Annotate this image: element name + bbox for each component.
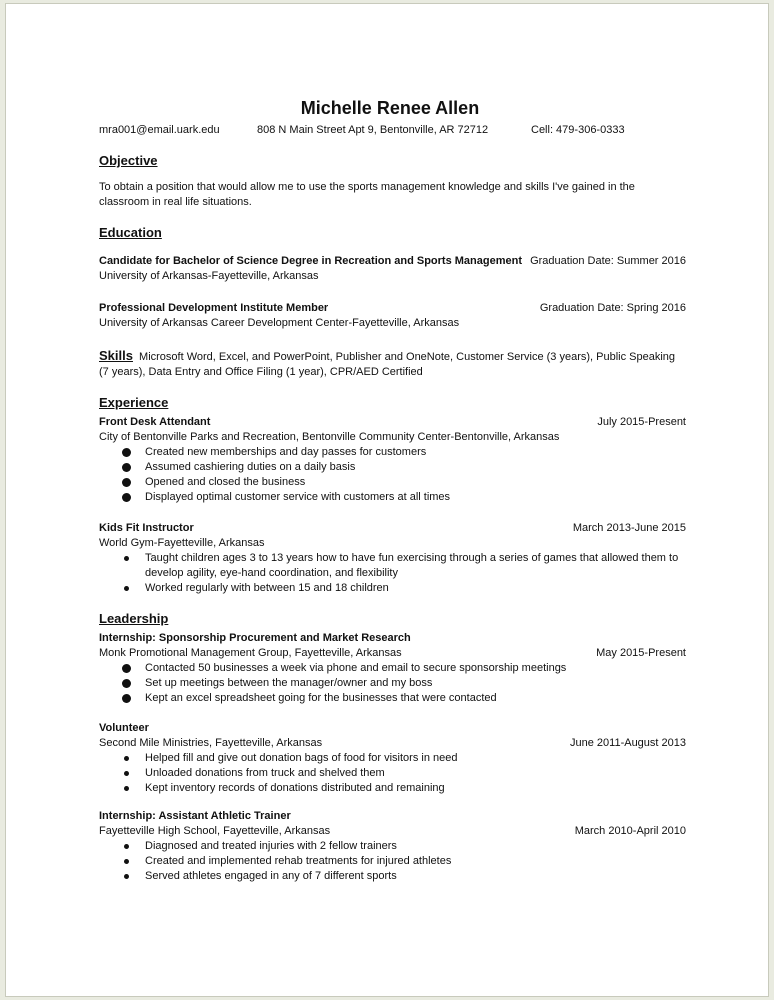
education-entry-header — [99, 254, 686, 269]
list-item: Created new memberships and day passes for customers — [94, 445, 686, 460]
resume-content — [94, 96, 686, 884]
resume-page — [5, 3, 769, 997]
role-org: Second Mile Ministries, Fayetteville, Arkansas — [99, 737, 323, 749]
list-item: Created and implemented rehab treatments for injured athletes — [94, 854, 686, 869]
role-title: Internship: Sponsorship Procurement and Market Research — [99, 632, 411, 644]
role-entry — [94, 721, 686, 796]
skills-text: Microsoft Word, Excel, and PowerPoint, Publisher and OneNote, Customer Service (3 years), Public Speaking (7 years), Data Entry and Office Filing (1 year), CPR/AED Certified — [99, 351, 676, 378]
job-entry — [94, 521, 686, 596]
job-title: Front Desk Attendant — [99, 416, 211, 428]
list-item: Assumed cashiering duties on a daily basis — [94, 460, 686, 475]
skills-heading: Skills — [99, 348, 133, 363]
role-entry — [94, 809, 686, 884]
education-date: Graduation Date: Summer 2016 — [530, 255, 686, 267]
list-item: Set up meetings between the manager/owner and my boss — [94, 676, 686, 691]
objective-heading: Objective — [99, 153, 158, 168]
job-title: Kids Fit Instructor — [99, 522, 194, 534]
contact-address: 808 N Main Street Apt 9, Bentonville, AR 72712 — [257, 124, 489, 136]
contact-email: mra001@email.uark.edu — [99, 124, 220, 136]
leadership-heading: Leadership — [99, 611, 169, 626]
list-item: Diagnosed and treated injuries with 2 fellow trainers — [94, 839, 686, 854]
education-entry — [94, 301, 686, 331]
job-bullets — [94, 445, 686, 505]
job-org: World Gym-Fayetteville, Arkansas — [99, 537, 265, 549]
education-entry — [94, 254, 686, 284]
education-title: Candidate for Bachelor of Science Degree in Recreation and Sports Management — [99, 255, 522, 267]
role-entry — [94, 631, 686, 706]
list-item: Taught children ages 3 to 13 years how to have fun exercising through a series of games that allowed them to develop agility, eye-hand coordination, and flexibility — [94, 551, 686, 581]
contact-cell: Cell: 479-306-0333 — [531, 124, 625, 136]
education-heading: Education — [99, 225, 162, 240]
education-org: University of Arkansas-Fayetteville, Arkansas — [99, 270, 319, 282]
contact-line — [94, 123, 686, 138]
job-date: July 2015-Present — [597, 416, 686, 428]
job-entry — [94, 415, 686, 505]
role-org: Monk Promotional Management Group, Fayetteville, Arkansas — [99, 647, 402, 659]
role-bullets — [94, 661, 686, 706]
role-title: Internship: Assistant Athletic Trainer — [99, 810, 291, 822]
list-item: Kept inventory records of donations distributed and remaining — [94, 781, 686, 796]
role-org-row — [99, 736, 686, 751]
job-date: March 2013-June 2015 — [572, 522, 686, 534]
role-bullets — [94, 751, 686, 796]
job-org: City of Bentonville Parks and Recreation, Bentonville Community Center-Bentonville, Arkansas — [99, 431, 560, 443]
list-item: Kept an excel spreadsheet going for the businesses that were contacted — [94, 691, 686, 706]
list-item: Contacted 50 businesses a week via phone and email to secure sponsorship meetings — [94, 661, 686, 676]
list-item: Unloaded donations from truck and shelved them — [94, 766, 686, 781]
list-item: Worked regularly with between 15 and 18 children — [94, 581, 686, 596]
job-header — [99, 521, 686, 536]
resume-name: Michelle Renee Allen — [300, 98, 480, 118]
role-date: May 2015-Present — [596, 647, 686, 659]
job-header — [99, 415, 686, 430]
experience-heading: Experience — [99, 395, 169, 410]
education-entry-header — [99, 301, 686, 316]
role-date: June 2011-August 2013 — [570, 737, 686, 749]
role-org-row — [99, 646, 686, 661]
education-date: Graduation Date: Spring 2016 — [539, 302, 686, 314]
education-org: University of Arkansas Career Development Center-Fayetteville, Arkansas — [99, 317, 460, 329]
role-org-row — [99, 824, 686, 839]
list-item: Opened and closed the business — [94, 475, 686, 490]
list-item: Displayed optimal customer service with customers at all times — [94, 490, 686, 505]
list-item: Helped fill and give out donation bags of food for visitors in need — [94, 751, 686, 766]
role-title: Volunteer — [99, 722, 149, 734]
list-item: Served athletes engaged in any of 7 different sports — [94, 869, 686, 884]
job-bullets — [94, 551, 686, 596]
objective-text: To obtain a position that would allow me to use the sports management knowledge and skills I've gained in the classroom in real life situations. — [99, 181, 635, 208]
role-bullets — [94, 839, 686, 884]
skills-section — [99, 348, 686, 380]
education-title: Professional Development Institute Member — [99, 302, 329, 314]
role-org: Fayetteville High School, Fayetteville, Arkansas — [99, 825, 331, 837]
role-date: March 2010-April 2010 — [574, 825, 686, 837]
